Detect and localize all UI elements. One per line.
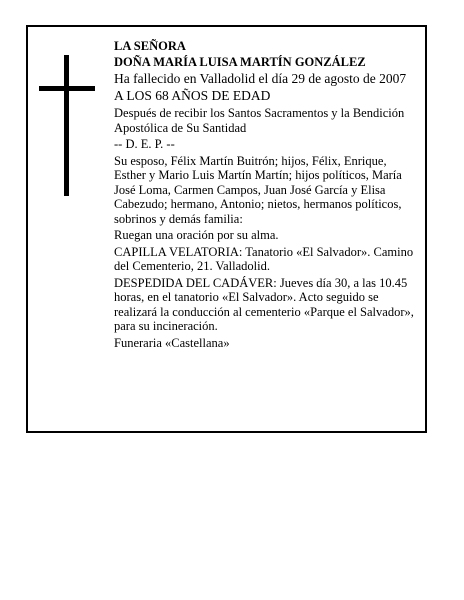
cross-icon — [64, 55, 69, 196]
prayer-line: Ruegan una oración por su alma. — [114, 228, 279, 242]
notice-title: LA SEÑORA — [114, 39, 186, 53]
farewell-text: DESPEDIDA DEL CADÁVER: Jueves día 30, a las 10.45 horas, en el tanatorio «El Salvador». Acto seguido se realizará la conducción al cementerio «Parque el Salvador», para su incineración. — [114, 275, 414, 333]
chapel-text: CAPILLA VELATORIA: Tanatorio «El Salvador». Camino del Cementerio, 21. Valladolid. — [114, 244, 414, 273]
rip-line: -- D. E. P. -- — [114, 137, 175, 151]
cross-icon-bar — [39, 86, 95, 91]
notice-text — [114, 38, 420, 350]
funeral-home: Funeraria «Castellana» — [114, 335, 230, 350]
family-text: Su esposo, Félix Martín Buitrón; hijos, Félix, Enrique, Esther y Mario Luis Martín Martín; hijos políticos, María José Loma, Carmen Campos, Juan José García y Elisa Cabezudo; hermano, Antonio; nietos, hermanos políticos, sobrinos y demás familia: — [114, 153, 402, 226]
sacraments-text: Después de recibir los Santos Sacramentos y la Bendición Apostólica de Su Santidad — [114, 106, 405, 135]
death-line: Ha fallecido en Valladolid el día 29 de agosto de 2007 — [114, 71, 407, 86]
deceased-name: DOÑA MARÍA LUISA MARTÍN GONZÁLEZ — [114, 55, 366, 69]
age-line: A LOS 68 AÑOS DE EDAD — [114, 88, 271, 103]
